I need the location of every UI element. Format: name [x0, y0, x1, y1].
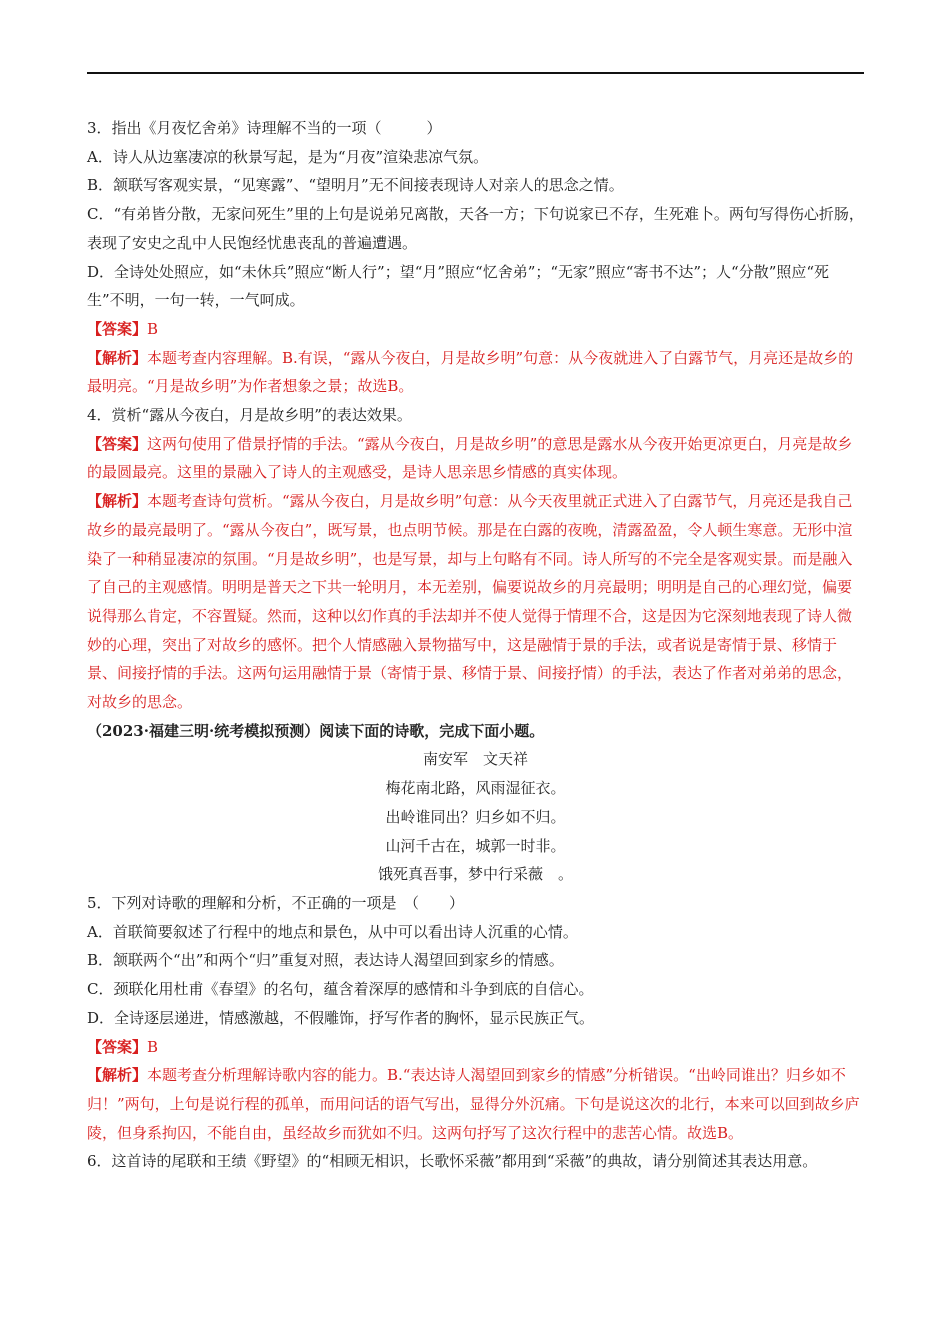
poem-line: 山河千古在，城郭一时非。	[385, 836, 566, 855]
q5-option-a: A．首联简要叙述了行程中的地点和景色，从中可以看出诗人沉重的心情。	[87, 922, 578, 941]
poem-line: 出岭谁同出？归乡如不归。	[385, 807, 566, 826]
answer-text: B	[147, 1037, 159, 1056]
q5-stem: 5．下列对诗歌的理解和分析，不正确的一项是 （ ）	[87, 893, 465, 912]
q6-stem: 6．这首诗的尾联和王绩《野望》的“相顾无相识，长歌怀采薇”都用到“采薇”的典故，请分别简述其表达用意。	[87, 1152, 818, 1171]
header-rule	[87, 72, 864, 74]
poem-line: 梅花南北路，风雨湿征衣。	[385, 779, 566, 798]
answer-tag: 【答案】	[87, 434, 148, 453]
section-intro: （2023·福建三明·统考模拟预测）阅读下面的诗歌，完成下面小题。	[87, 721, 545, 740]
analysis-text: 本题考查诗句赏析。“露从今夜白，月是故乡明”句意：从今天夜里就正式进入了白露节气，月亮还是我自己故乡的最亮最明了。“露从今夜白”，既写景，也点明节候。那是在白露的夜晚，清露盈盈，令人顿生寒意。无形中渲染了一种稍显凄凉的氛围。“月是故乡明”，也是写景，却与上句略有不同。诗人所写的不完全是客观实景。而是融入了自己的主观感情。明明是普天之下共一轮明月，本无差别，偏要说故乡的月亮最明；明明是自己的心理幻觉，偏要说得那么肯定，不容置疑。然而，这种以幻作真的手法却并不使人觉得于情理不合，这是因为它深刻地表现了诗人微妙的心理，突出了对故乡的感怀。把个人情感融入景物描写中，这是融情于景的手法，或者说是寄情于景、移情于景、间接抒情的手法。这两句运用融情于景（寄情于景、移情于景、间接抒情）的手法，表达了作者对弟弟的思念，对故乡的思念。	[87, 492, 853, 712]
analysis-text: 本题考查分析理解诗歌内容的能力。B.“表达诗人渴望回到家乡的情感”分析错误。“出岭同谁出？归乡如不归！”两句，上句是说行程的孤单，而用问话的语气写出，显得分外沉痛。下句是说这次的北行，本来可以回到故乡庐陵，但身系拘囚，不能自由，虽经故乡而犹如不归。这两句抒写了这次行程中的悲苦心情。故选B。	[87, 1066, 860, 1142]
q4-stem: 4．赏析“露从今夜白，月是故乡明”的表达效果。	[87, 406, 412, 425]
q5-option-c: C．颈联化用杜甫《春望》的名句，蕴含着深厚的感情和斗争到底的自信心。	[87, 980, 594, 999]
q5-option-b: B．颔联两个“出”和两个“归”重复对照，表达诗人渴望回到家乡的情感。	[87, 951, 564, 970]
document-body	[87, 114, 864, 1176]
q3-answer	[87, 315, 864, 344]
q5-option-d: D．全诗逐层递进，情感激越，不假雕饰，抒写作者的胸怀，显示民族正气。	[87, 1008, 595, 1027]
poem-title: 南安军 文天祥	[422, 750, 528, 769]
answer-tag: 【答案】	[87, 1037, 148, 1056]
q3-analysis	[87, 344, 864, 401]
q5-answer	[87, 1033, 864, 1062]
answer-text: B	[147, 319, 159, 338]
q3-option-c: C．“有弟皆分散，无家问死生”里的上句是说弟兄离散，天各一方；下句说家已不存，生死难卜。两句写得伤心折肠，表现了安史之乱中人民饱经忧患丧乱的普遍遭遇。	[87, 205, 864, 252]
q3-option-b: B．颔联写客观实景，“见寒露”、“望明月”无不间接表现诗人对亲人的思念之情。	[87, 176, 624, 195]
analysis-text: 本题考查内容理解。B.有误，“露从今夜白，月是故乡明”句意：从今夜就进入了白露节气，月亮还是故乡的最明亮。“月是故乡明”为作者想象之景；故选B。	[87, 348, 854, 396]
q4-analysis	[87, 487, 864, 717]
q3-stem: 3．指出《月夜忆舍弟》诗理解不当的一项（ ）	[87, 119, 442, 137]
analysis-tag: 【解析】	[87, 348, 148, 367]
analysis-tag: 【解析】	[87, 492, 148, 511]
q4-answer	[87, 430, 864, 487]
answer-tag: 【答案】	[87, 319, 148, 338]
poem-line: 饿死真吾事，梦中行采薇 。	[377, 865, 573, 884]
analysis-tag: 【解析】	[87, 1066, 148, 1085]
q5-analysis	[87, 1061, 864, 1147]
q3-option-d: D．全诗处处照应，如“未休兵”照应“断人行”；望“月”照应“忆舍弟”；“无家”照应“寄书不达”；人“分散”照应“死生”不明，一句一转，一气呵成。	[87, 262, 830, 310]
answer-text: 这两句使用了借景抒情的手法。“露从今夜白，月是故乡明”的意思是露水从今夜开始更凉更白，月亮是故乡的最圆最亮。这里的景融入了诗人的主观感受，是诗人思亲思乡情感的真实体现。	[87, 434, 853, 482]
q3-option-a: A．诗人从边塞凄凉的秋景写起，是为“月夜”渲染悲凉气氛。	[87, 147, 489, 166]
